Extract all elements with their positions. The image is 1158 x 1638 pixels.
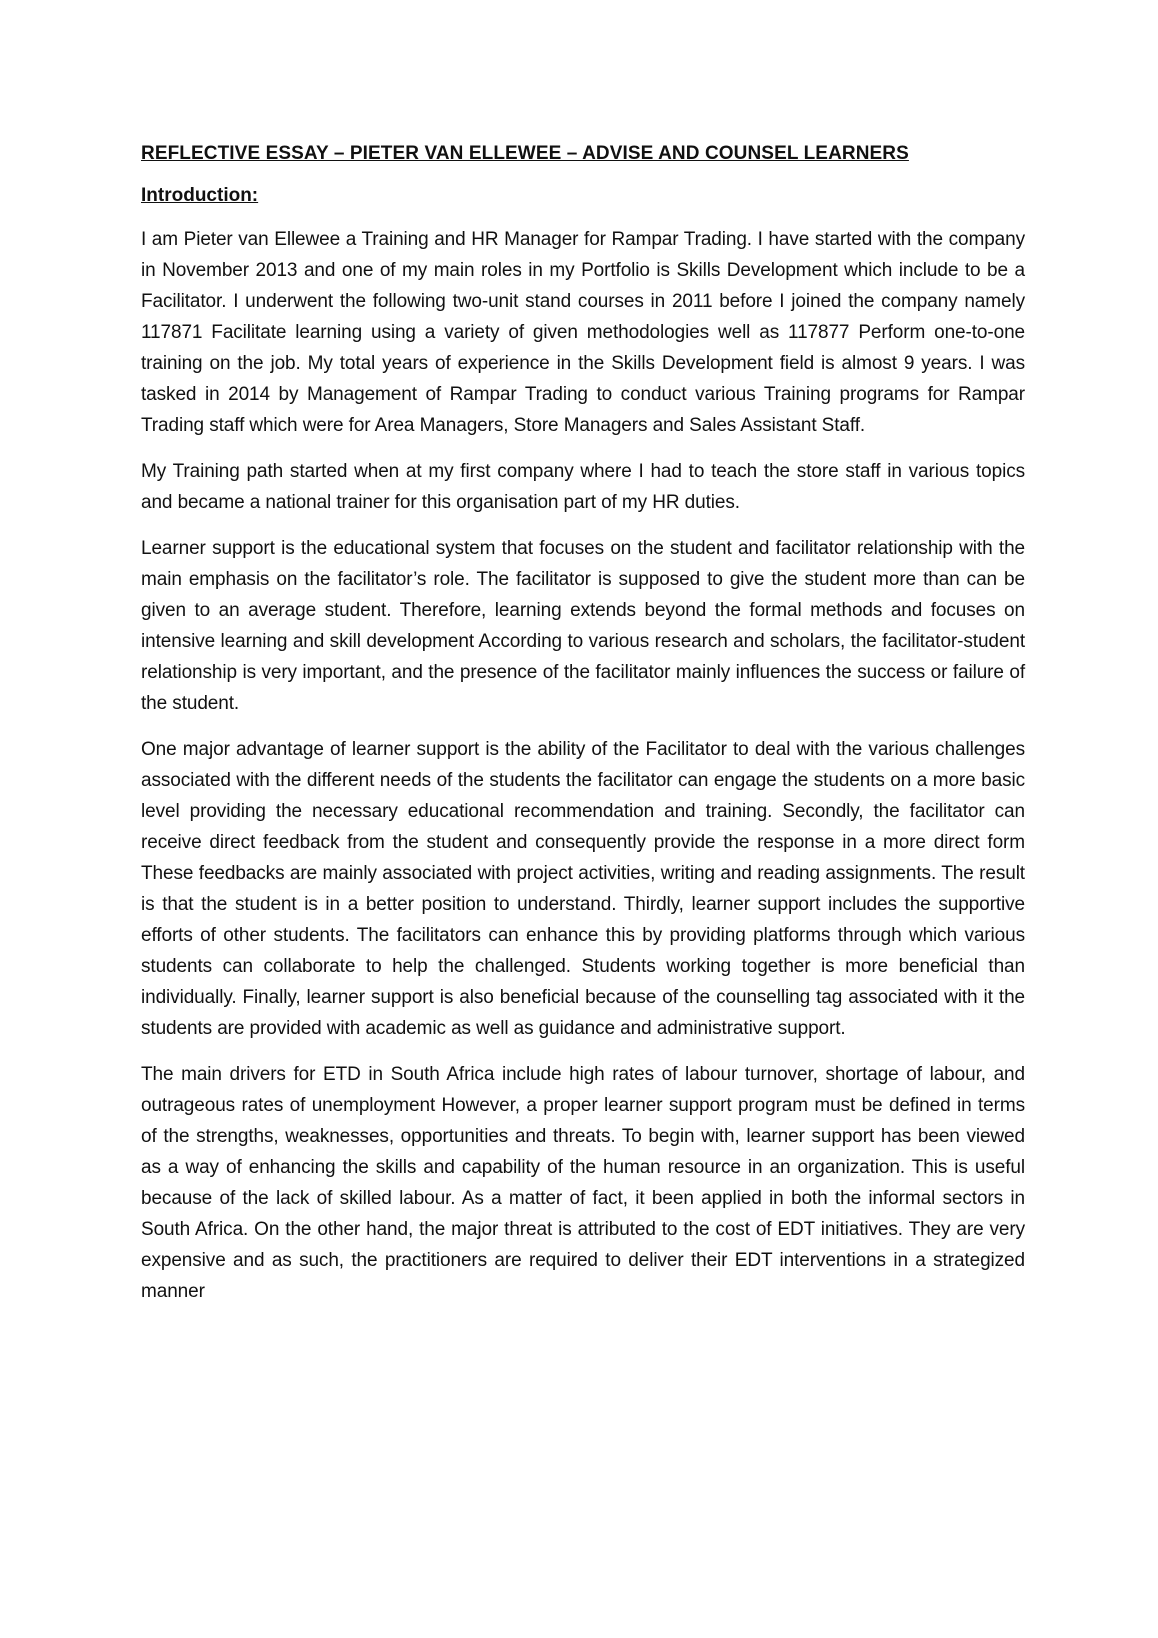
- paragraph-introduction: I am Pieter van Ellewee a Training and HR Manager for Rampar Trading. I have started with the company in November 2013 and one of my main roles in my Portfolio is Skills Development which include to be a Facilitator. I underwent the following two-unit stand courses in 2011 before I joined the company namely 117871 Facilitate learning using a variety of given methodologies well as 117877 Perform one-to-one training on the job. My total years of experience in the Skills Development field is almost 9 years. I was tasked in 2014 by Management of Rampar Trading to conduct various Training programs for Rampar Trading staff which were for Area Managers, Store Managers and Sales Assistant Staff.: [141, 229, 1025, 436]
- essay-title: REFLECTIVE ESSAY – PIETER VAN ELLEWEE – ADVISE AND COUNSEL LEARNERS: [141, 143, 909, 164]
- paragraph-training-path: My Training path started when at my first company where I had to teach the store staff in various topics and became a national trainer for this organisation part of my HR duties.: [141, 461, 1025, 513]
- paragraph-etd-drivers: The main drivers for ETD in South Africa include high rates of labour turnover, shortage of labour, and outrageous rates of unemployment However, a proper learner support program must be defined in terms of the strengths, weaknesses, opportunities and threats. To begin with, learner support has been viewed as a way of enhancing the skills and capability of the human resource in an organization. This is useful because of the lack of skilled labour. As a matter of fact, it been applied in both the informal sectors in South Africa. On the other hand, the major threat is attributed to the cost of EDT initiatives. They are very expensive and as such, the practitioners are required to deliver their EDT interventions in a strategized manner: [141, 1064, 1025, 1302]
- paragraph-learner-support: Learner support is the educational system that focuses on the student and facilitator relationship with the main emphasis on the facilitator’s role. The facilitator is supposed to give the student more than can be given to an average student. Therefore, learning extends beyond the formal methods and focuses on intensive learning and skill development According to various research and scholars, the facilitator-student relationship is very important, and the presence of the facilitator mainly influences the success or failure of the student.: [141, 538, 1025, 714]
- paragraph-advantages: One major advantage of learner support is the ability of the Facilitator to deal with the various challenges associated with the different needs of the students the facilitator can engage the students on a more basic level providing the necessary educational recommendation and training. Secondly, the facilitator can receive direct feedback from the student and consequently provide the response in a more direct form These feedbacks are mainly associated with project activities, writing and reading assignments. The result is that the student is in a better position to understand. Thirdly, learner support includes the supportive efforts of other students. The facilitators can enhance this by providing platforms through which various students can collaborate to help the challenged. Students working together is more beneficial than individually. Finally, learner support is also beneficial because of the counselling tag associated with it the students are provided with academic as well as guidance and administrative support.: [141, 739, 1025, 1039]
- introduction-heading: Introduction:: [141, 185, 259, 206]
- document-body: [141, 140, 1025, 1322]
